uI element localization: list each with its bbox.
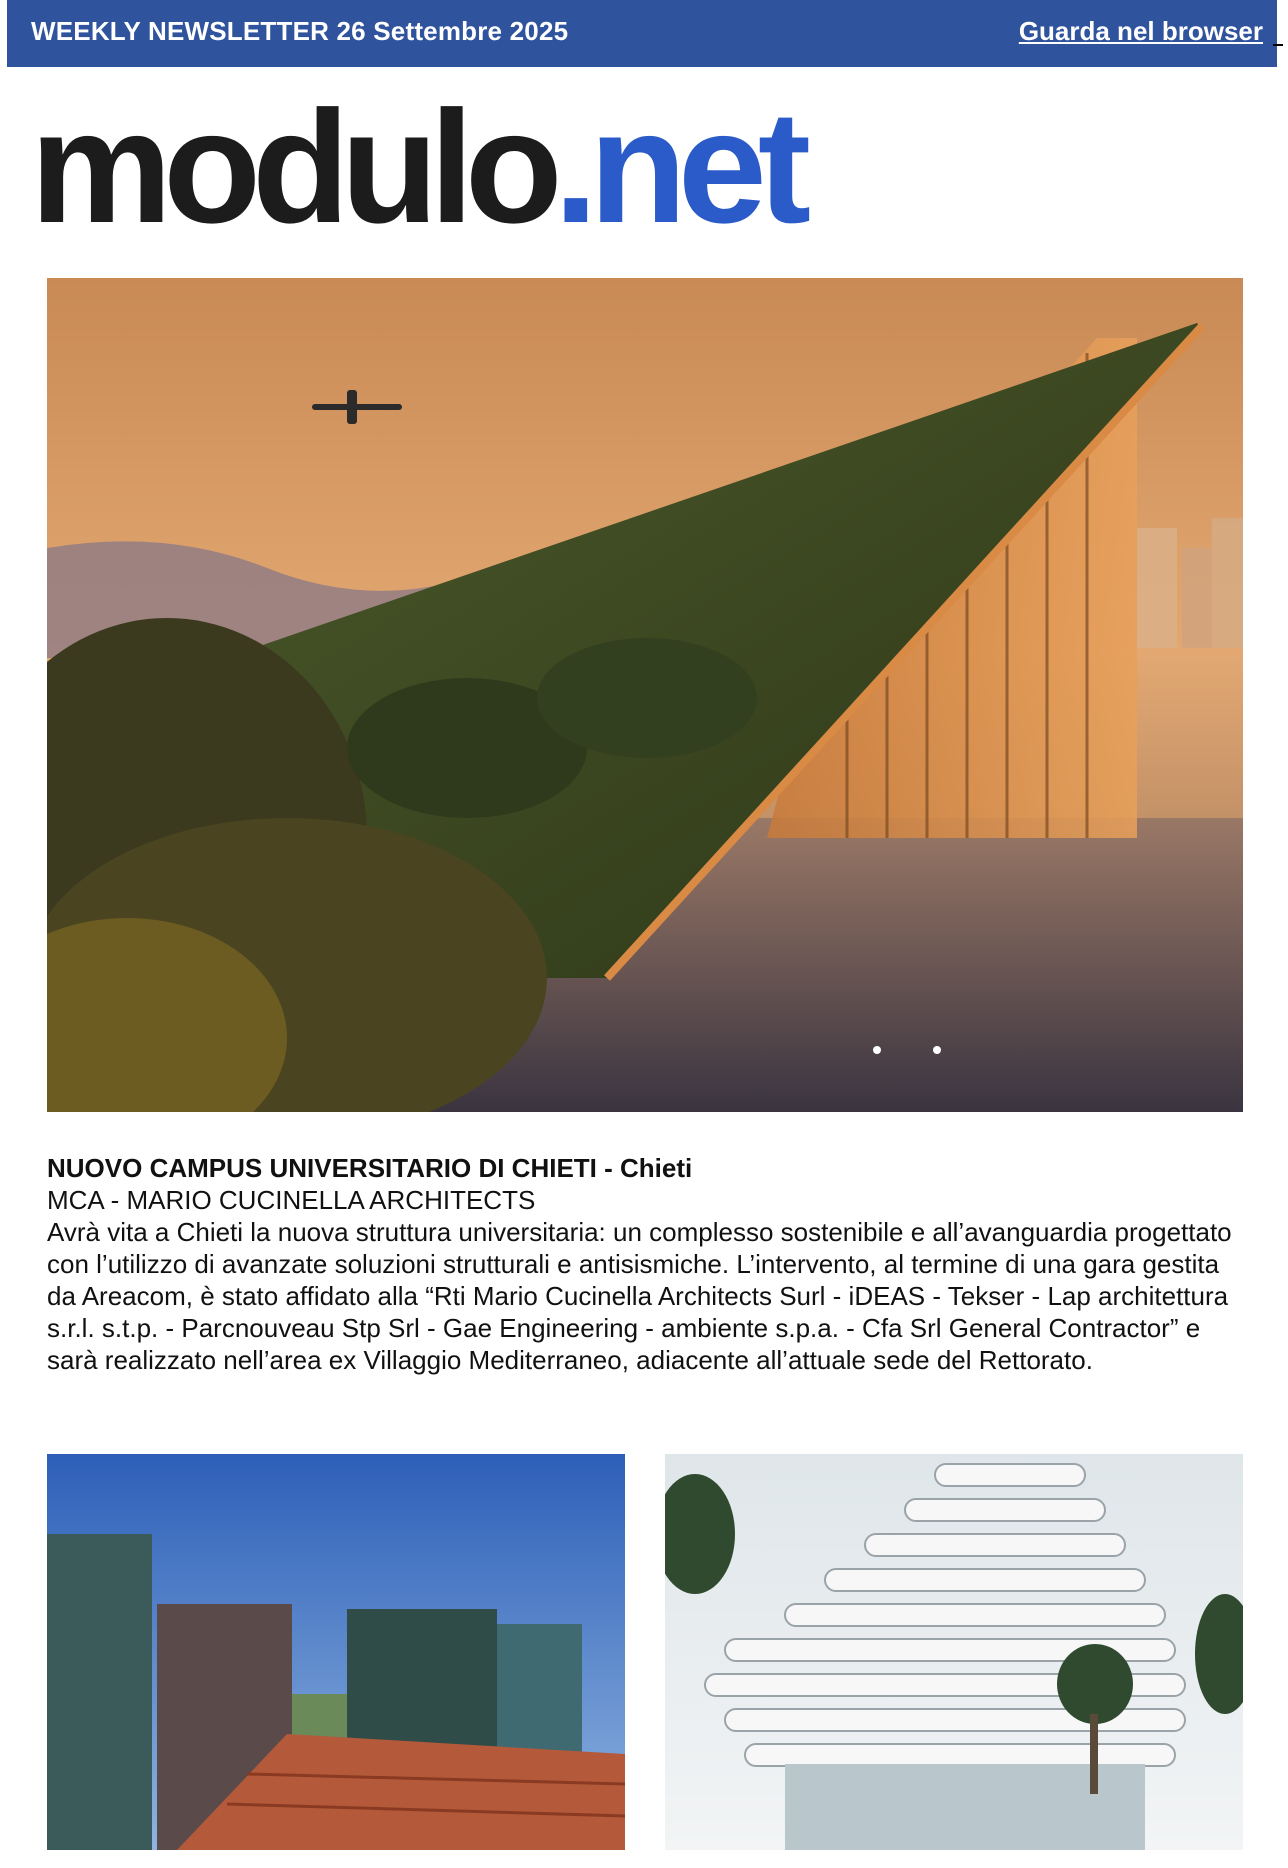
article-block bbox=[47, 1152, 1247, 1376]
article-body: Avrà vita a Chieti la nuova struttura universitaria: un complesso sostenibile e all’avanguardia progettato con l’utilizzo di avanzate soluzioni strutturali e antisismiche. L’intervento, al termine di una gara gestita da Areacom, è stato affidato alla “Rti Mario Cucinella Architects Surl - iDEAS - Tekser - Lap architettura s.r.l. s.t.p. - Parcnouveau Stp Srl - Gae Engineering - ambiente s.p.a. - Cfa Srl General Contractor” e sarà realizzato nell’area ex Villaggio Mediterraneo, adiacente all’attuale sede del Rettorato. bbox=[47, 1217, 1232, 1375]
article-headline[interactable]: NUOVO CAMPUS UNIVERSITARIO DI CHIETI - Chieti bbox=[47, 1153, 693, 1183]
view-in-browser-link[interactable]: Guarda nel browser bbox=[1018, 16, 1263, 46]
logo-text-modulo: modulo bbox=[30, 77, 554, 256]
newsletter-title: WEEKLY NEWSLETTER 26 Settembre 2025 bbox=[31, 16, 569, 46]
article-architect: MCA - MARIO CUCINELLA ARCHITECTS bbox=[47, 1185, 536, 1215]
hero-image-campus[interactable] bbox=[47, 278, 1243, 1112]
green-roof-campus-image bbox=[47, 278, 1243, 1112]
modulo-net-logo[interactable] bbox=[30, 77, 803, 256]
thumbnail-curved-tower[interactable] bbox=[665, 1454, 1243, 1850]
newsletter-header-bar bbox=[7, 0, 1277, 67]
curved-white-tower-image bbox=[665, 1454, 1243, 1850]
city-towers-image bbox=[47, 1454, 625, 1850]
thumbnail-city-towers[interactable] bbox=[47, 1454, 625, 1850]
logo-text-net: .net bbox=[553, 77, 803, 256]
header-corner-mark bbox=[1273, 44, 1283, 46]
